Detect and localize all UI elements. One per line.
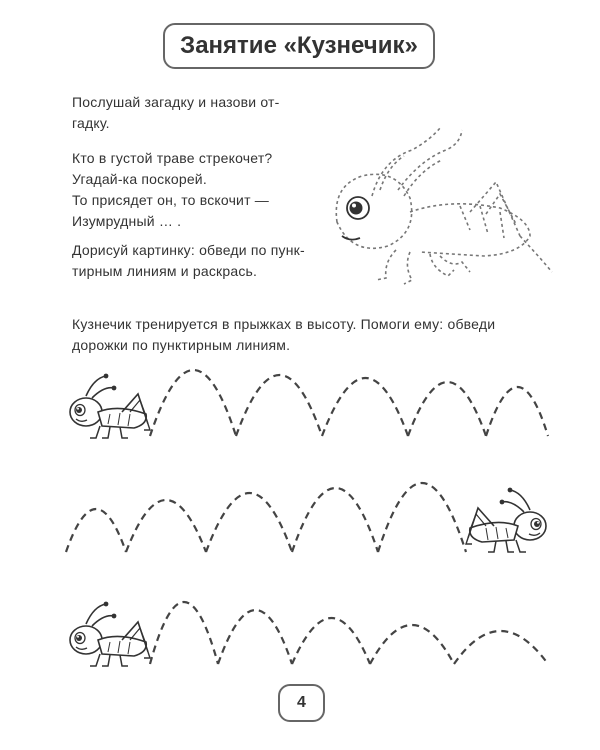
task-line-1: Кузнечик тренируется в прыжках в высоту. Помоги ему: обведи xyxy=(72,316,496,332)
verse-line-2: Угадай-ка поскорей. xyxy=(72,171,207,187)
task-line-2: дорожки по пунктирным линиям. xyxy=(72,337,291,353)
grasshopper-icon xyxy=(70,374,150,438)
draw-instruction-line-1: Дорисуй картинку: обведи по пунк- xyxy=(72,242,305,258)
jump-path-row-3[interactable] xyxy=(150,602,548,664)
grasshopper-smile xyxy=(342,236,360,240)
grasshopper-icon xyxy=(70,602,150,666)
grasshopper-eye-highlight xyxy=(352,204,356,208)
lesson-title: Занятие «Кузнечик» xyxy=(163,23,435,69)
verse-line-1: Кто в густой траве стрекочет? xyxy=(72,150,273,166)
grasshopper-icon xyxy=(466,488,546,552)
riddle-instruction-line-1: Послушай загадку и назови от- xyxy=(72,94,280,110)
jump-path-row-1[interactable] xyxy=(150,370,548,436)
verse-line-3: То присядет он, то вскочит — xyxy=(72,192,269,208)
page-number: 4 xyxy=(278,684,325,722)
grasshopper-pupil xyxy=(350,202,363,215)
draw-instruction-line-2: тирным линиям и раскрась. xyxy=(72,263,258,279)
verse-line-4: Изумрудный … . xyxy=(72,213,182,229)
riddle-instruction-line-2: гадку. xyxy=(72,115,110,131)
jump-path-row-2[interactable] xyxy=(66,483,466,552)
